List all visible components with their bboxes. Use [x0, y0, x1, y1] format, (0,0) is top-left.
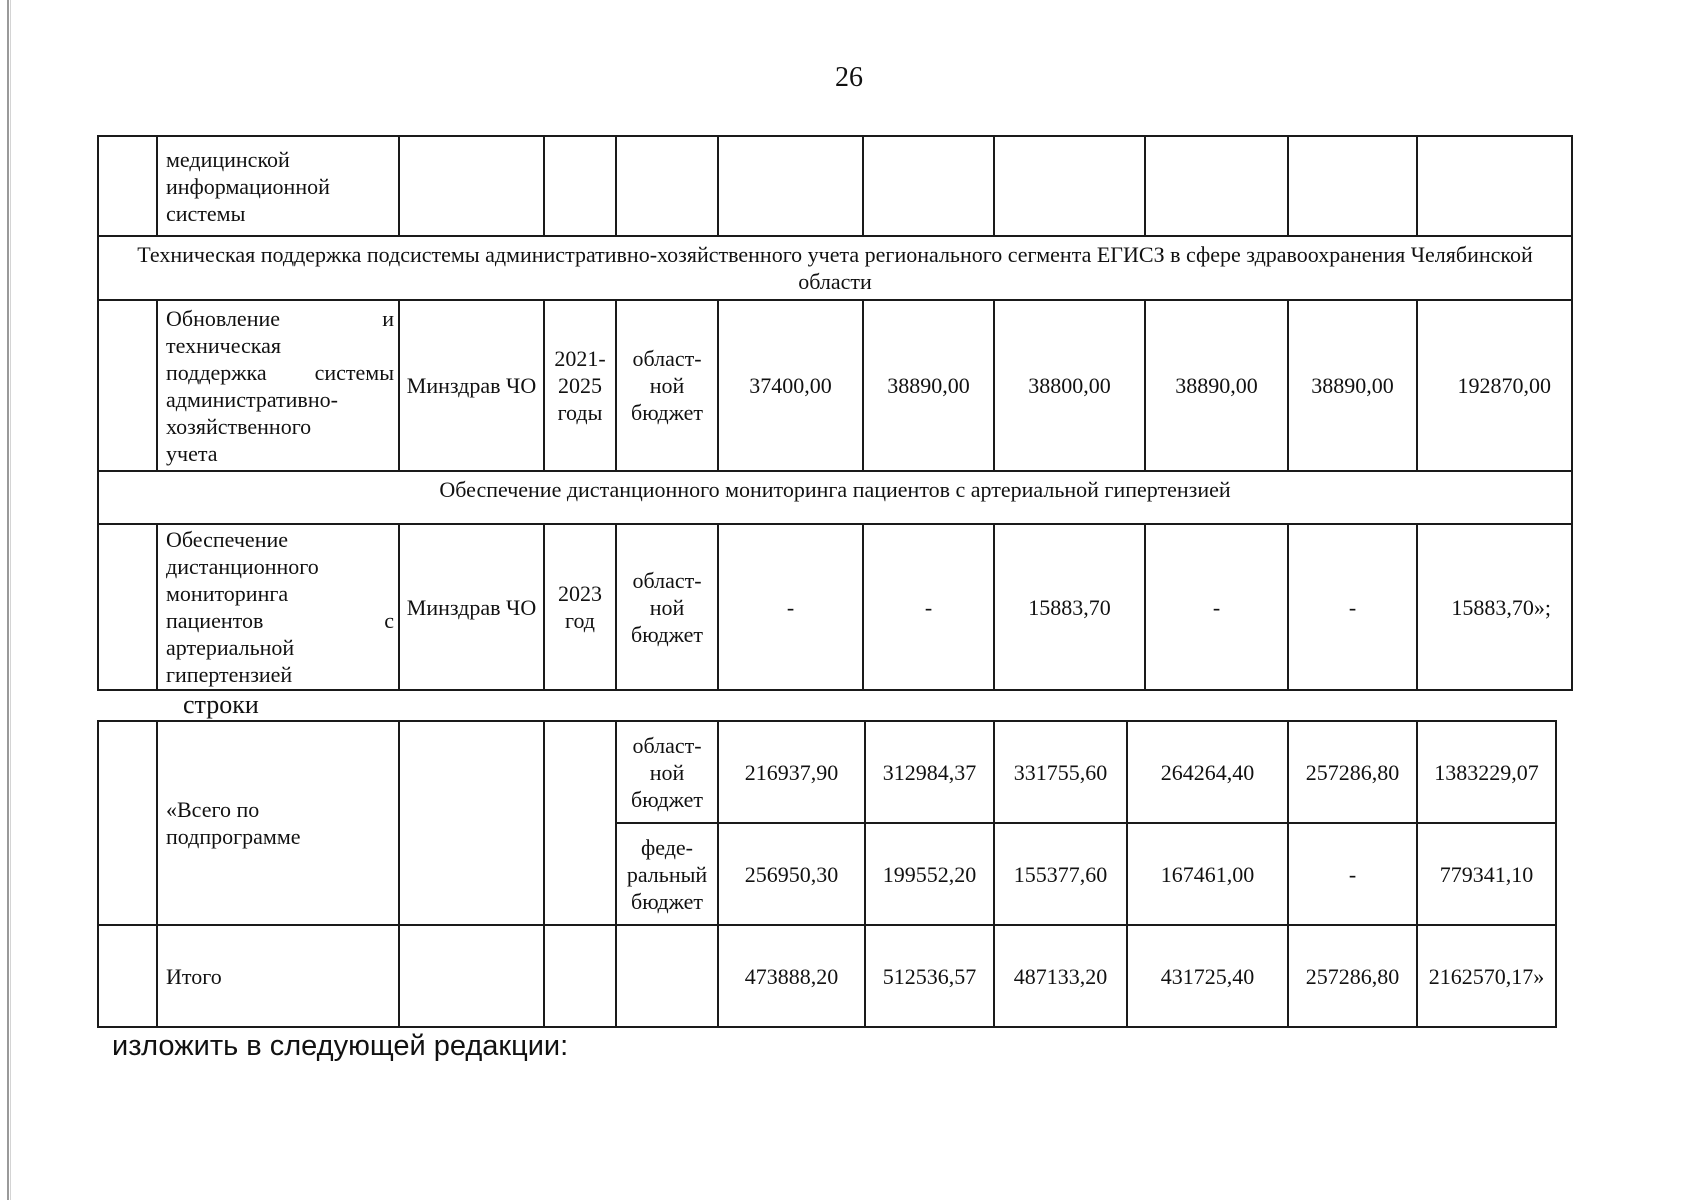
empty-cell	[718, 136, 863, 236]
section-heading-row	[98, 236, 1572, 300]
funding-source-cell: област-ной бюджет	[616, 300, 718, 471]
executor-cell: Минздрав ЧО	[399, 524, 544, 690]
row-number-cell	[98, 925, 157, 1027]
total-label-cell: «Всего по подпрограмме	[157, 721, 399, 925]
scan-edge-line	[7, 0, 9, 1200]
value-2025: -	[1288, 823, 1417, 925]
value-2025: 38890,00	[1288, 300, 1417, 471]
empty-cell	[399, 136, 544, 236]
table-row-egisz-support	[98, 300, 1572, 471]
empty-cell	[1288, 136, 1417, 236]
empty-cell	[1145, 136, 1288, 236]
empty-cell	[994, 136, 1145, 236]
value-2023: 487133,20	[994, 925, 1127, 1027]
value-total: 15883,70»;	[1417, 524, 1572, 690]
activity-name-cell: медицинской информационной системы	[157, 136, 399, 236]
value-2023: 15883,70	[994, 524, 1145, 690]
value-2025: 257286,80	[1288, 925, 1417, 1027]
page-number: 26	[835, 62, 863, 93]
itogo-row	[98, 925, 1556, 1027]
empty-cell	[1417, 136, 1572, 236]
empty-cell	[544, 925, 616, 1027]
value-2025: 257286,80	[1288, 721, 1417, 823]
scan-edge-shadow	[10, 0, 11, 1200]
value-2025: -	[1288, 524, 1417, 690]
empty-cell	[399, 925, 544, 1027]
table-row-monitoring	[98, 524, 1572, 690]
value-2023: 38800,00	[994, 300, 1145, 471]
value-2022: -	[863, 524, 994, 690]
value-total: 2162570,17»	[1417, 925, 1556, 1027]
empty-cell	[863, 136, 994, 236]
value-2022: 312984,37	[865, 721, 994, 823]
activity-name-cell: Обеспечение дистанционного мониторинга пациентов с артериальной гипертензией	[157, 524, 399, 690]
funding-source-cell: област-ной бюджет	[616, 524, 718, 690]
budget-table-1	[97, 135, 1573, 691]
total-row-regional	[98, 721, 1556, 823]
table-row-continuation	[98, 136, 1572, 236]
value-2024: -	[1145, 524, 1288, 690]
value-total: 192870,00	[1417, 300, 1572, 471]
value-2022: 199552,20	[865, 823, 994, 925]
value-total: 779341,10	[1417, 823, 1556, 925]
empty-cell	[544, 136, 616, 236]
section-title: Обеспечение дистанционного мониторинга пациентов с артериальной гипертензией	[98, 471, 1572, 524]
value-2021: 37400,00	[718, 300, 863, 471]
empty-cell	[616, 925, 718, 1027]
funding-source-cell: феде-ральный бюджет	[616, 823, 718, 925]
value-2024: 431725,40	[1127, 925, 1288, 1027]
value-2022: 38890,00	[863, 300, 994, 471]
value-2021: 473888,20	[718, 925, 865, 1027]
value-2024: 264264,40	[1127, 721, 1288, 823]
value-2022: 512536,57	[865, 925, 994, 1027]
between-label: строки	[183, 690, 259, 719]
row-number-cell	[98, 721, 157, 925]
funding-source-cell: област-ной бюджет	[616, 721, 718, 823]
value-2023: 331755,60	[994, 721, 1127, 823]
budget-table-2	[97, 720, 1557, 1028]
value-2021: 256950,30	[718, 823, 865, 925]
section-heading-row	[98, 471, 1572, 524]
row-number-cell	[98, 136, 157, 236]
period-cell: 2021-2025 годы	[544, 300, 616, 471]
value-2021: -	[718, 524, 863, 690]
empty-cell	[544, 721, 616, 925]
activity-name-cell: Обновление и техническая поддержка системы административно- хозяйственного учета	[157, 300, 399, 471]
value-2021: 216937,90	[718, 721, 865, 823]
section-title: Техническая поддержка подсистемы административно-хозяйственного учета регионального сегмента ЕГИСЗ в сфере здравоохранения Челябинской области	[98, 236, 1572, 300]
value-2024: 38890,00	[1145, 300, 1288, 471]
row-number-cell	[98, 524, 157, 690]
value-total: 1383229,07	[1417, 721, 1556, 823]
footer-instruction: изложить в следующей редакции:	[112, 1030, 569, 1062]
period-cell: 2023 год	[544, 524, 616, 690]
itogo-label-cell: Итого	[157, 925, 399, 1027]
empty-cell	[399, 721, 544, 925]
row-number-cell	[98, 300, 157, 471]
empty-cell	[616, 136, 718, 236]
value-2023: 155377,60	[994, 823, 1127, 925]
executor-cell: Минздрав ЧО	[399, 300, 544, 471]
value-2024: 167461,00	[1127, 823, 1288, 925]
